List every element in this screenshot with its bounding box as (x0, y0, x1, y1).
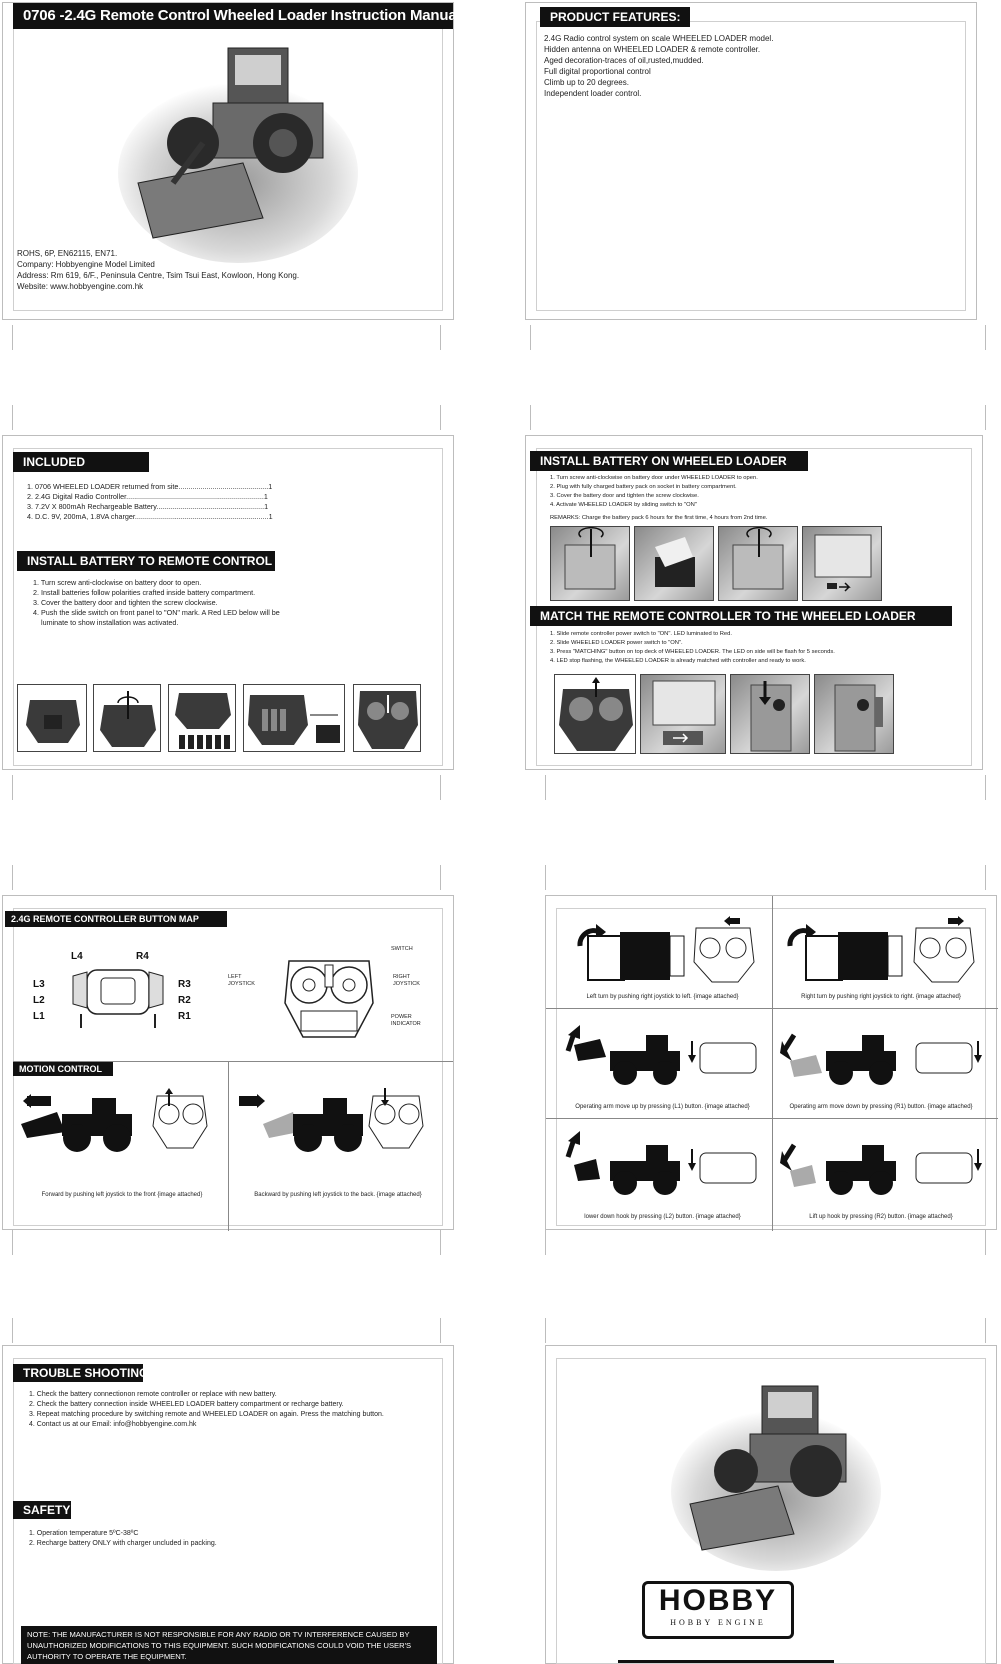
crop-mark (440, 775, 441, 800)
loader-battery-photo (550, 526, 630, 601)
controller-front-diagram (63, 956, 173, 1031)
right-turn-illustration (776, 916, 986, 986)
crop-mark (530, 325, 531, 350)
crop-mark (985, 1318, 986, 1343)
controller-top-diagram (283, 951, 375, 1041)
install-loader-steps (550, 474, 970, 510)
features-header: PRODUCT FEATURES: (540, 7, 690, 27)
callout-power-indicator: POWER INDICATOR (391, 1014, 421, 1027)
install-step: 4. Activate WHEELED LOADER by sliding switch to "ON" (550, 502, 697, 508)
match-step: 4. LED stop flashing, the WHEELED LOADER is already matched with controller and ready to work. (550, 658, 806, 664)
trouble-shooting-page (2, 1345, 454, 1664)
included-item: 1. 0706 WHEELED LOADER returned from site.............................................1 (27, 482, 273, 491)
install-loader-header: INSTALL BATTERY ON WHEELED LOADER (530, 451, 808, 471)
features-page (525, 2, 977, 320)
feature-item: Independent loader control. (544, 89, 642, 98)
crop-mark (545, 1230, 546, 1255)
crop-mark (985, 865, 986, 890)
back-cover-page (545, 1345, 997, 1664)
button-label-r4: R4 (136, 951, 149, 962)
crop-mark (985, 775, 986, 800)
column-divider (772, 896, 773, 1231)
matching-photo (730, 674, 810, 754)
install-step: 1. Turn screw anti-clockwise on battery door under WHEELED LOADER to open. (550, 475, 758, 481)
match-header: MATCH THE REMOTE CONTROLLER TO THE WHEELED LOADER (530, 606, 952, 626)
trouble-list (29, 1390, 449, 1430)
arm-down-caption: Operating arm move down by pressing (R1) button. {image attached} (789, 1104, 973, 1110)
crop-mark (440, 325, 441, 350)
included-item: 4. D.C. 9V, 200mA, 1.8VA charger...................................................................1 (27, 512, 273, 521)
matching-photo (814, 674, 894, 754)
safety-item: 2. Recharge battery ONLY with charger uncluded in packing. (29, 1540, 217, 1547)
included-header: INCLUDED (13, 452, 149, 472)
left-turn-caption: Left turn by pushing right joystick to left. {image attached} (586, 994, 739, 1000)
install-step: 4. Push the slide switch on front panel to "ON" mark. A Red LED below will be (33, 608, 280, 617)
match-steps (550, 630, 970, 666)
crop-mark (440, 865, 441, 890)
wheeled-loader-photo (666, 1376, 886, 1576)
backward-caption: Backward by pushing left joystick to the back. {image attached} (254, 1192, 422, 1198)
crop-mark (12, 405, 13, 430)
motion-page (545, 895, 997, 1230)
trouble-item: 4. Contact us at our Email: info@hobbyengine.com.hk (29, 1421, 197, 1428)
hook-up-caption: Lift up hook by pressing (R2) button. {image attached} (809, 1214, 953, 1220)
safety-header: SAFETY (13, 1501, 71, 1519)
match-step: 3. Press "MATCHING" button on top deck of WHEELED LOADER. The LED on side will be flash for 5 seconds. (550, 649, 835, 655)
right-turn-caption: Right turn by pushing right joystick to right. {image attached} (801, 994, 961, 1000)
button-label-l2: L2 (33, 995, 45, 1006)
included-page (2, 435, 454, 770)
logo-wordmark: HOBBY (658, 1584, 778, 1617)
crop-mark (12, 865, 13, 890)
install-step: luminate to show installation was activated. (33, 618, 179, 627)
remarks-text: REMARKS: Charge the battery pack 6 hours for the first time, 4 hours from 2nd time. (550, 515, 768, 521)
install-loader-page (525, 435, 983, 770)
crop-mark (530, 405, 531, 430)
crop-mark (12, 1230, 13, 1255)
trouble-header: TROUBLE SHOOTING (13, 1364, 143, 1382)
install-remote-steps (33, 578, 433, 628)
loader-battery-photo (802, 526, 882, 601)
included-item: 3. 7.2V X 800mAh Rechargeable Battery......................................................1 (27, 502, 269, 511)
hook-down-illustration (560, 1131, 765, 1201)
crop-mark (440, 405, 441, 430)
safety-item: 1. Operation temperature 5ºC-38ºC (29, 1530, 139, 1537)
trouble-item: 2. Check the battery connection inside WHEELED LOADER battery compartment or recharge battery. (29, 1401, 344, 1408)
row-divider (546, 1008, 998, 1009)
feature-item: 2.4G Radio control system on scale WHEELED LOADER model. (544, 34, 774, 43)
logo-subtext: HOBBY ENGINE (670, 1618, 766, 1627)
loader-battery-photo (718, 526, 798, 601)
button-label-l3: L3 (33, 979, 45, 990)
website-line: Website: www.hobbyengine.com.hk (17, 282, 144, 291)
feature-item: Aged decoration-traces of oil,rusted,mudded. (544, 56, 704, 65)
matching-photo (554, 674, 636, 754)
row-divider (546, 1118, 998, 1119)
footer-rule (618, 1660, 834, 1663)
remote-battery-photo (17, 684, 87, 752)
features-list (544, 33, 964, 99)
callout-right-joystick: RIGHT JOYSTICK (393, 974, 420, 987)
crop-mark (440, 1230, 441, 1255)
button-label-r3: R3 (178, 979, 191, 990)
arm-down-illustration (776, 1021, 986, 1091)
cert-line: ROHS, 6P, EN62115, EN71. (17, 249, 118, 258)
remote-battery-photo (353, 684, 421, 752)
feature-item: Climb up to 20 degrees. (544, 78, 629, 87)
install-step: 1. Turn screw anti-clockwise on battery door to open. (33, 578, 202, 587)
company-info (17, 248, 437, 292)
button-map-header: 2.4G REMOTE CONTROLLER BUTTON MAP (5, 911, 227, 927)
button-label-r1: R1 (178, 1011, 191, 1022)
arm-up-caption: Operating arm move up by pressing (L1) button. {image attached} (575, 1104, 750, 1110)
install-step: 2. Plug with fully charged battery pack on socket in battery compartment. (550, 484, 737, 490)
crop-mark (545, 1318, 546, 1343)
address-line: Address: Rm 619, 6/F., Peninsula Centre, Tsim Tsui East, Kowloon, Hong Kong. (17, 271, 300, 280)
button-map-page (2, 895, 454, 1230)
feature-item: Full digital proportional control (544, 67, 651, 76)
crop-mark (12, 775, 13, 800)
left-turn-illustration (560, 916, 765, 986)
button-label-l4: L4 (71, 951, 83, 962)
crop-mark (12, 1318, 13, 1343)
hook-up-illustration (776, 1131, 986, 1201)
crop-mark (985, 1230, 986, 1255)
callout-switch: SWITCH (391, 946, 413, 952)
trouble-item: 1. Check the battery connectionon remote controller or replace with new battery. (29, 1391, 277, 1398)
feature-item: Hidden antenna on WHEELED LOADER & remote controller. (544, 45, 761, 54)
safety-list (29, 1529, 449, 1549)
wheeled-loader-photo (113, 33, 363, 268)
button-label-l1: L1 (33, 1011, 45, 1022)
hobby-engine-logo (642, 1581, 794, 1639)
callout-left-joystick: LEFT JOYSTICK (228, 974, 255, 987)
loader-battery-photo (634, 526, 714, 601)
crop-mark (985, 325, 986, 350)
crop-mark (440, 1318, 441, 1343)
included-item: 2. 2.4G Digital Radio Controller.....................................................................1 (27, 492, 268, 501)
crop-mark (545, 865, 546, 890)
manual-title: 0706 -2.4G Remote Control Wheeled Loader Instruction Manual (13, 3, 453, 29)
matching-photo (640, 674, 726, 754)
forward-illustration (17, 1086, 227, 1156)
included-list (27, 482, 317, 522)
remote-battery-photo (168, 684, 236, 752)
button-label-r2: R2 (178, 995, 191, 1006)
remote-battery-photo (93, 684, 161, 752)
forward-caption: Forward by pushing left joystick to the front {image attached} (41, 1192, 203, 1198)
install-remote-header: INSTALL BATTERY TO REMOTE CONTROL (17, 551, 275, 571)
crop-mark (545, 775, 546, 800)
disclaimer-note: NOTE: THE MANUFACTURER IS NOT RESPONSIBLE FOR ANY RADIO OR TV INTERFERENCE CAUSED BY UNAUTHORIZED MODIFICATIONS TO THIS EQUIPMENT. SUCH MODIFICATIONS COULD VOID THE USER'S AUTHORITY TO OPERATE THE EQUIPMENT. (21, 1626, 437, 1664)
company-line: Company: Hobbyengine Model Limited (17, 260, 155, 269)
remote-battery-photo (243, 684, 345, 752)
install-step: 2. Install batteries follow polarities crafted inside battery compartment. (33, 588, 256, 597)
install-step: 3. Cover the battery door and tighten the screw clockwise. (33, 598, 218, 607)
crop-mark (12, 325, 13, 350)
match-step: 2. Slide WHEELED LOADER power switch to "ON". (550, 640, 683, 646)
trouble-item: 3. Repeat matching procedure by switching remote and WHEELED LOADER on again. Press the matching button. (29, 1411, 384, 1418)
cover-page (2, 2, 461, 320)
column-divider (228, 1061, 229, 1231)
crop-mark (985, 405, 986, 430)
motion-control-header: MOTION CONTROL (13, 1062, 113, 1076)
hook-down-caption: lower down hook by pressing (L2) button. {image attached} (584, 1214, 741, 1220)
backward-illustration (233, 1086, 443, 1156)
install-step: 3. Cover the battery door and tighten the screw clockwise. (550, 493, 699, 499)
match-step: 1. Slide remote controller power switch to "ON". LED luminated to Red. (550, 631, 732, 637)
arm-up-illustration (560, 1021, 765, 1091)
